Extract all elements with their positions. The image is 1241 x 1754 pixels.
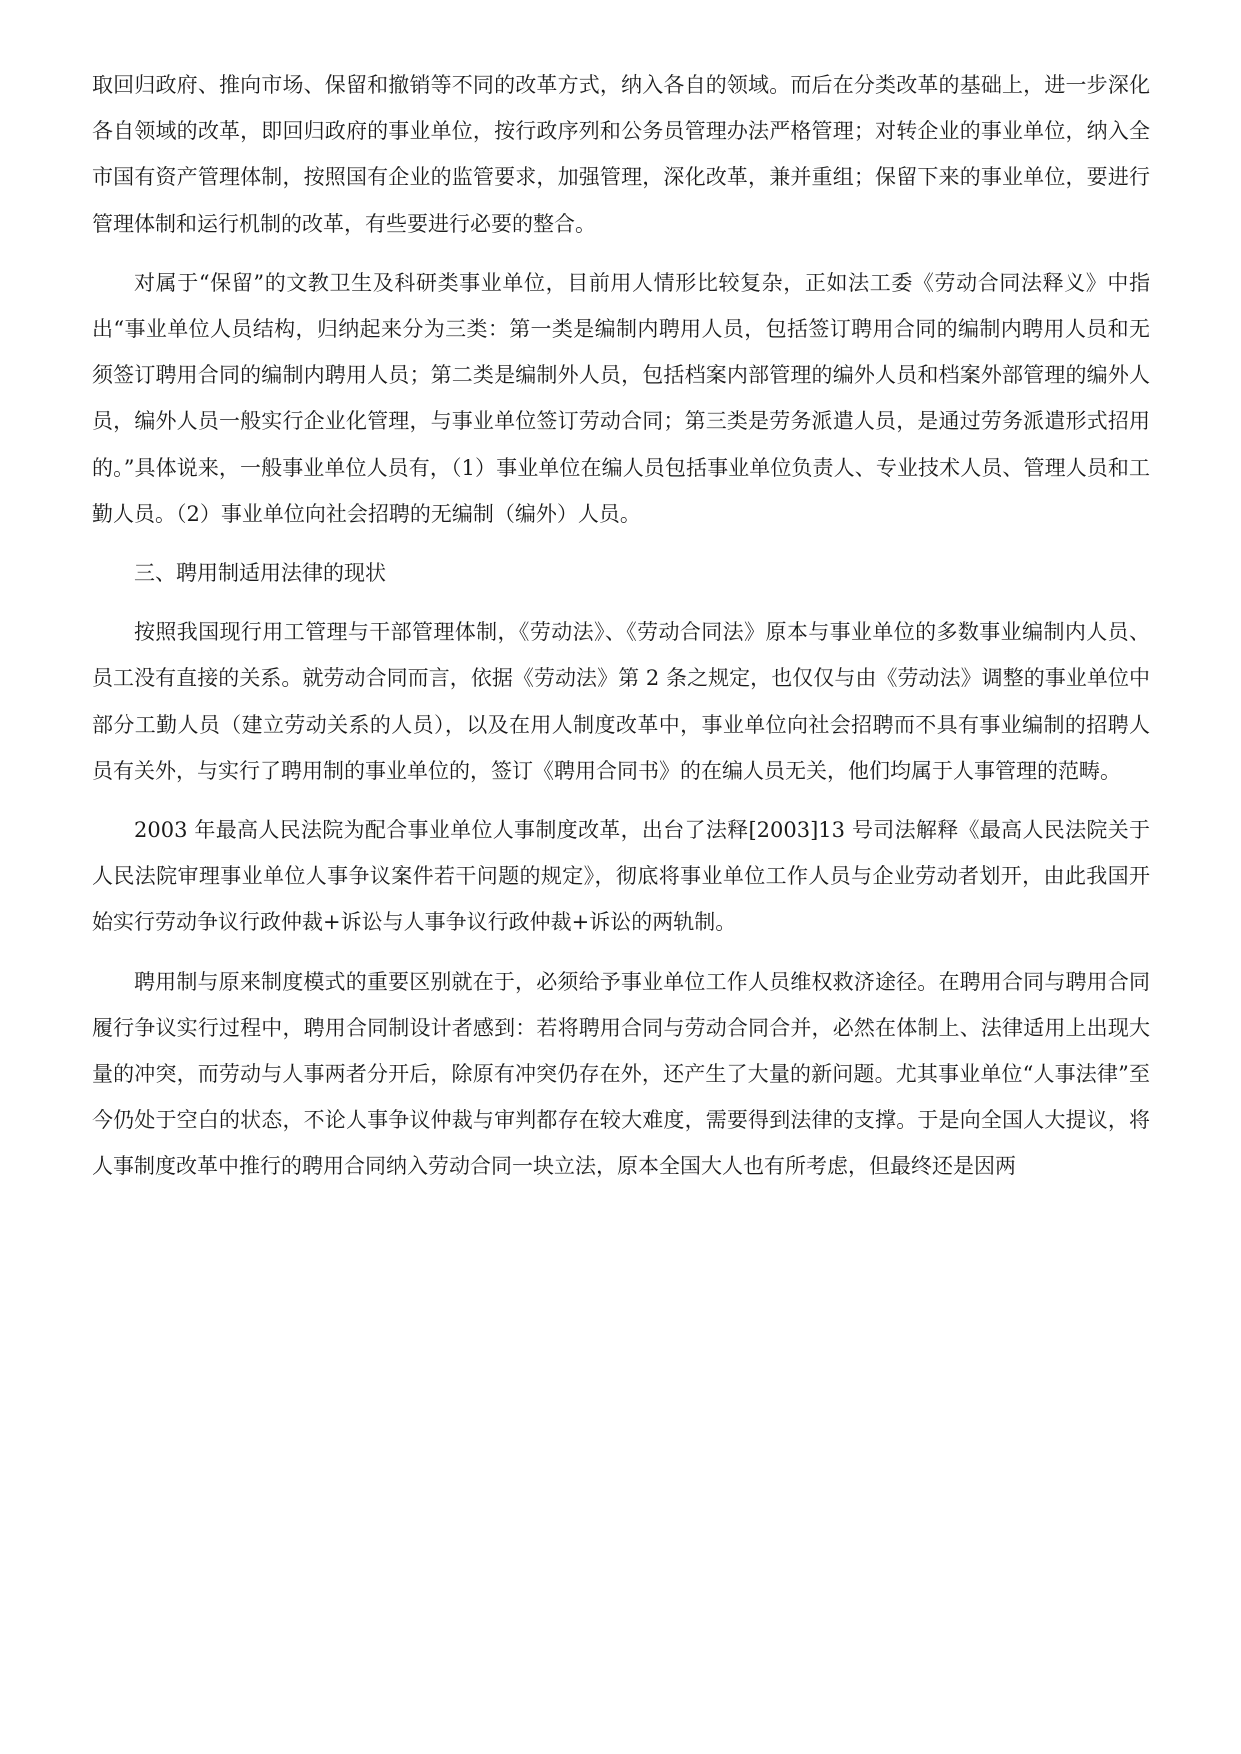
paragraph-continuation: 取回归政府、推向市场、保留和撤销等不同的改革方式，纳入各自的领域。而后在分类改革的基础上，进一步深化各自领域的改革，即回归政府的事业单位，按行政序列和公务员管理办法严格管理；对转企业的事业单位，纳入全市国有资产管理体制，按照国有企业的监管要求，加强管理，深化改革，兼并重组；保留下来的事业单位，要进行管理体制和运行机制的改革，有些要进行必要的整合。 <box>92 73 1150 236</box>
paragraph-judicial-interpretation: 2003 年最高人民法院为配合事业单位人事制度改革，出台了法释[2003]13 号司法解释《最高人民法院关于人民法院审理事业单位人事争议案件若干问题的规定》，彻底将事业单位工作人员与企业劳动者划开，由此我国开始实行劳动争议行政仲裁+诉讼与人事争议行政仲裁+诉讼的两轨制。 <box>92 818 1150 935</box>
document-page <box>92 62 1150 1203</box>
section-heading: 三、聘用制适用法律的现状 <box>134 561 386 586</box>
paragraph-contract-system: 聘用制与原来制度模式的重要区别就在于，必须给予事业单位工作人员维权救济途径。在聘用合同与聘用合同履行争议实行过程中，聘用合同制设计者感到：若将聘用合同与劳动合同合并，必然在体制上、法律适用上出现大量的冲突，而劳动与人事两者分开后，除原有冲突仍存在外，还产生了大量的新问题。尤其事业单位“人事法律”至今仍处于空白的状态，不论人事争议仲裁与审判都存在较大难度，需要得到法律的支撑。于是向全国人大提议，将人事制度改革中推行的聘用合同纳入劳动合同一块立法，原本全国大人也有所考虑，但最终还是因两 <box>92 969 1150 1179</box>
paragraph-personnel-categories: 对属于“保留”的文教卫生及科研类事业单位，目前用人情形比较复杂，正如法工委《劳动合同法释义》中指出“事业单位人员结构，归纳起来分为三类：第一类是编制内聘用人员，包括签订聘用合同的编制内聘用人员和无须签订聘用合同的编制内聘用人员；第二类是编制外人员，包括档案内部管理的编外人员和档案外部管理的编外人员，编外人员一般实行企业化管理，与事业单位签订劳动合同；第三类是劳务派遣人员，是通过劳务派遣形式招用的。”具体说来，一般事业单位人员有，（1）事业单位在编人员包括事业单位负责人、专业技术人员、管理人员和工勤人员。（2）事业单位向社会招聘的无编制（编外）人员。 <box>92 270 1150 526</box>
paragraph-labor-law-scope: 按照我国现行用工管理与干部管理体制，《劳动法》、《劳动合同法》原本与事业单位的多数事业编制内人员、员工没有直接的关系。就劳动合同而言，依据《劳动法》第 2 条之规定，也仅仅与由《劳动法》调整的事业单位中部分工勤人员（建立劳动关系的人员），以及在用人制度改革中，事业单位向社会招聘而不具有事业编制的招聘人员有关外，与实行了聘用制的事业单位的，签订《聘用合同书》的在编人员无关，他们均属于人事管理的范畴。 <box>92 620 1150 783</box>
